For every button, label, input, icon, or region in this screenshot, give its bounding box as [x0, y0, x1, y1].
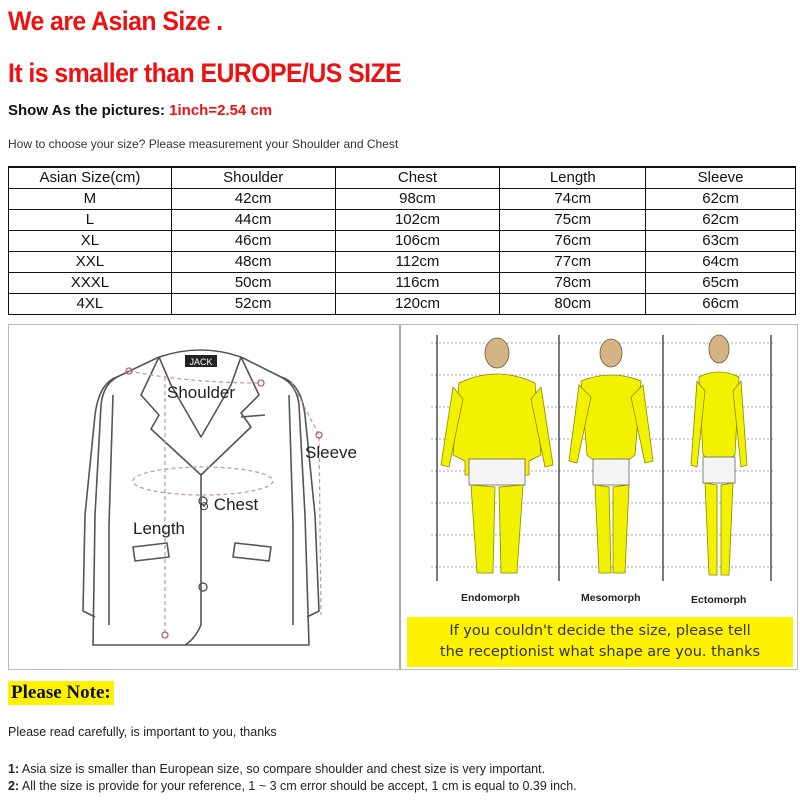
- body-shape-advice-box: [407, 617, 793, 667]
- table-cell: 74cm: [500, 189, 646, 210]
- body-type-label: Endomorph: [461, 592, 520, 604]
- headline-smaller-than-eu: It is smaller than EUROPE/US SIZE: [8, 58, 402, 88]
- column-header: Chest: [335, 167, 500, 189]
- note-item: [8, 779, 577, 793]
- please-note-heading: Please Note:: [8, 681, 114, 705]
- advice-line: the receptionist what shape are you. thanks: [439, 644, 761, 660]
- headline-asian-size: We are Asian Size .: [8, 6, 223, 36]
- brand-tag-text: JACK: [189, 357, 213, 367]
- column-header: Length: [500, 167, 646, 189]
- table-cell: 66cm: [646, 294, 796, 315]
- table-cell: 44cm: [171, 210, 335, 231]
- table-cell: 42cm: [171, 189, 335, 210]
- table-cell: 106cm: [335, 231, 500, 252]
- note-text: All the size is provide for your reference, 1 ~ 3 cm error should be accept, 1 cm is equal to 0.39 inch.: [19, 779, 577, 793]
- table-cell: 50cm: [171, 273, 335, 294]
- body-type-diagram: [399, 325, 799, 669]
- unit-conversion: [8, 102, 272, 119]
- notes-intro: Please read carefully, is important to you, thanks: [8, 725, 277, 739]
- table-row: [9, 273, 796, 294]
- table-cell: 4XL: [9, 294, 172, 315]
- how-to-choose-text: How to choose your size? Please measurement your Shoulder and Chest: [8, 137, 399, 151]
- body-type-label: Mesomorph: [581, 592, 641, 604]
- table-cell: 52cm: [171, 294, 335, 315]
- table-cell: XL: [9, 231, 172, 252]
- table-cell: 120cm: [335, 294, 500, 315]
- measure-point-icon: [258, 380, 264, 386]
- size-chart-table: [8, 166, 796, 315]
- ectomorph-figure: [691, 335, 747, 575]
- measure-point-icon: [316, 432, 322, 438]
- table-row: [9, 210, 796, 231]
- chest-marker-icon: ⊙: [199, 499, 210, 513]
- table-cell: 78cm: [500, 273, 646, 294]
- table-cell: 46cm: [171, 231, 335, 252]
- shoulder-label: Shoulder: [167, 383, 236, 402]
- table-header-row: [9, 167, 796, 189]
- body-type-label: Ectomorph: [691, 594, 747, 606]
- table-cell: 75cm: [500, 210, 646, 231]
- table-cell: XXL: [9, 252, 172, 273]
- table-row: [9, 252, 796, 273]
- measurement-figures: [8, 324, 798, 670]
- column-header: Asian Size(cm): [9, 167, 172, 189]
- note-text: Asia size is smaller than European size, so compare shoulder and chest size is very important.: [19, 762, 546, 776]
- table-cell: 77cm: [500, 252, 646, 273]
- table-cell: 62cm: [646, 210, 796, 231]
- table-cell: 112cm: [335, 252, 500, 273]
- table-cell: 64cm: [646, 252, 796, 273]
- table-row: [9, 231, 796, 252]
- note-number: 2:: [8, 779, 20, 793]
- chest-label: [199, 495, 258, 515]
- table-cell: 65cm: [646, 273, 796, 294]
- table-cell: 80cm: [500, 294, 646, 315]
- advice-line: If you couldn't decide the size, please tell: [449, 623, 751, 639]
- note-number: 1:: [8, 762, 20, 776]
- length-label: Length: [133, 519, 185, 538]
- table-cell: 98cm: [335, 189, 500, 210]
- jacket-diagram: [9, 325, 399, 669]
- show-as-label: Show As the pictures:: [8, 102, 165, 119]
- mesomorph-figure: [569, 339, 653, 573]
- sleeve-label: Sleeve: [305, 443, 357, 462]
- table-row: [9, 189, 796, 210]
- inch-conversion-value: 1inch=2.54 cm: [169, 102, 273, 119]
- column-header: Sleeve: [646, 167, 796, 189]
- table-cell: M: [9, 189, 172, 210]
- table-cell: L: [9, 210, 172, 231]
- table-cell: 102cm: [335, 210, 500, 231]
- note-item: [8, 762, 545, 776]
- table-cell: 62cm: [646, 189, 796, 210]
- table-cell: XXXL: [9, 273, 172, 294]
- table-cell: 63cm: [646, 231, 796, 252]
- column-header: Shoulder: [171, 167, 335, 189]
- chest-label-text: Chest: [213, 495, 259, 514]
- table-cell: 76cm: [500, 231, 646, 252]
- endomorph-figure: [441, 338, 553, 573]
- body-type-illustration: [401, 325, 799, 617]
- table-row: [9, 294, 796, 315]
- table-cell: 48cm: [171, 252, 335, 273]
- table-cell: 116cm: [335, 273, 500, 294]
